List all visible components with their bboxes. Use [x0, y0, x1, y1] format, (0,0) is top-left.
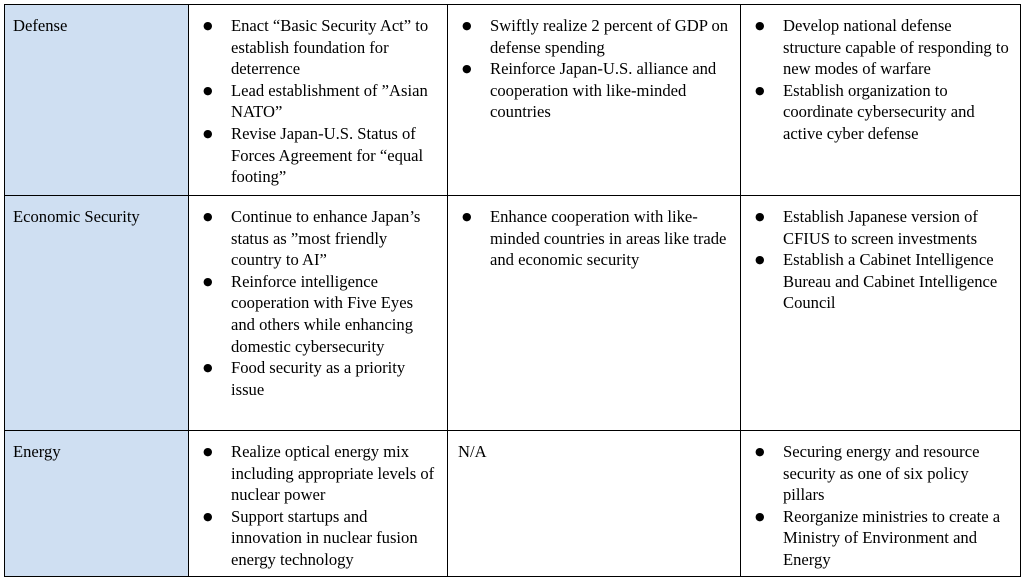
bullet-list: [189, 206, 439, 400]
list-item: ● Establish Japanese version of CFIUS to screen investments: [741, 206, 1012, 249]
cell-economic-col1: [189, 196, 448, 431]
bullet-list: [189, 15, 439, 188]
cell-defense-col1: [189, 5, 448, 196]
table-row-energy: [5, 431, 1021, 577]
table-row-economic-security: [5, 196, 1021, 431]
cell-defense-col3: [741, 5, 1021, 196]
bullet-list: [741, 206, 1012, 314]
list-item: ● Reinforce Japan-U.S. alliance and cooperation with like-minded countries: [448, 58, 732, 123]
list-item: ● Reorganize ministries to create a Ministry of Environment and Energy: [741, 506, 1012, 571]
list-item: ● Continue to enhance Japan’s status as ”most friendly country to AI”: [189, 206, 439, 271]
list-item: ● Revise Japan-U.S. Status of Forces Agreement for “equal footing”: [189, 123, 439, 188]
cell-energy-col2: N/A: [448, 431, 741, 577]
row-label-defense: Defense: [5, 5, 189, 196]
list-item: ● Securing energy and resource security as one of six policy pillars: [741, 441, 1012, 506]
list-item: ● Reinforce intelligence cooperation with Five Eyes and others while enhancing domestic cybersecurity: [189, 271, 439, 357]
bullet-list: [741, 15, 1012, 145]
list-item: ● Food security as a priority issue: [189, 357, 439, 400]
list-item: ● Develop national defense structure capable of responding to new modes of warfare: [741, 15, 1012, 80]
list-item: ● Lead establishment of ”Asian NATO”: [189, 80, 439, 123]
list-item: ● Enhance cooperation with like-minded countries in areas like trade and economic security: [448, 206, 732, 271]
row-label-economic-security: Economic Security: [5, 196, 189, 431]
cell-energy-col3: [741, 431, 1021, 577]
bullet-list: [448, 206, 732, 271]
list-item: ● Support startups and innovation in nuclear fusion energy technology: [189, 506, 439, 571]
bullet-list: [448, 15, 732, 123]
bullet-list: [741, 441, 1012, 571]
list-item: ● Realize optical energy mix including appropriate levels of nuclear power: [189, 441, 439, 506]
cell-energy-col1: [189, 431, 448, 577]
cell-economic-col2: [448, 196, 741, 431]
cell-defense-col2: [448, 5, 741, 196]
bullet-list: [189, 441, 439, 571]
row-label-energy: Energy: [5, 431, 189, 577]
list-item: ● Establish a Cabinet Intelligence Bureau and Cabinet Intelligence Council: [741, 249, 1012, 314]
policy-comparison-table: [4, 4, 1021, 577]
list-item: ● Swiftly realize 2 percent of GDP on defense spending: [448, 15, 732, 58]
list-item: ● Establish organization to coordinate cybersecurity and active cyber defense: [741, 80, 1012, 145]
list-item: ● Enact “Basic Security Act” to establish foundation for deterrence: [189, 15, 439, 80]
cell-economic-col3: [741, 196, 1021, 431]
table-row-defense: [5, 5, 1021, 196]
